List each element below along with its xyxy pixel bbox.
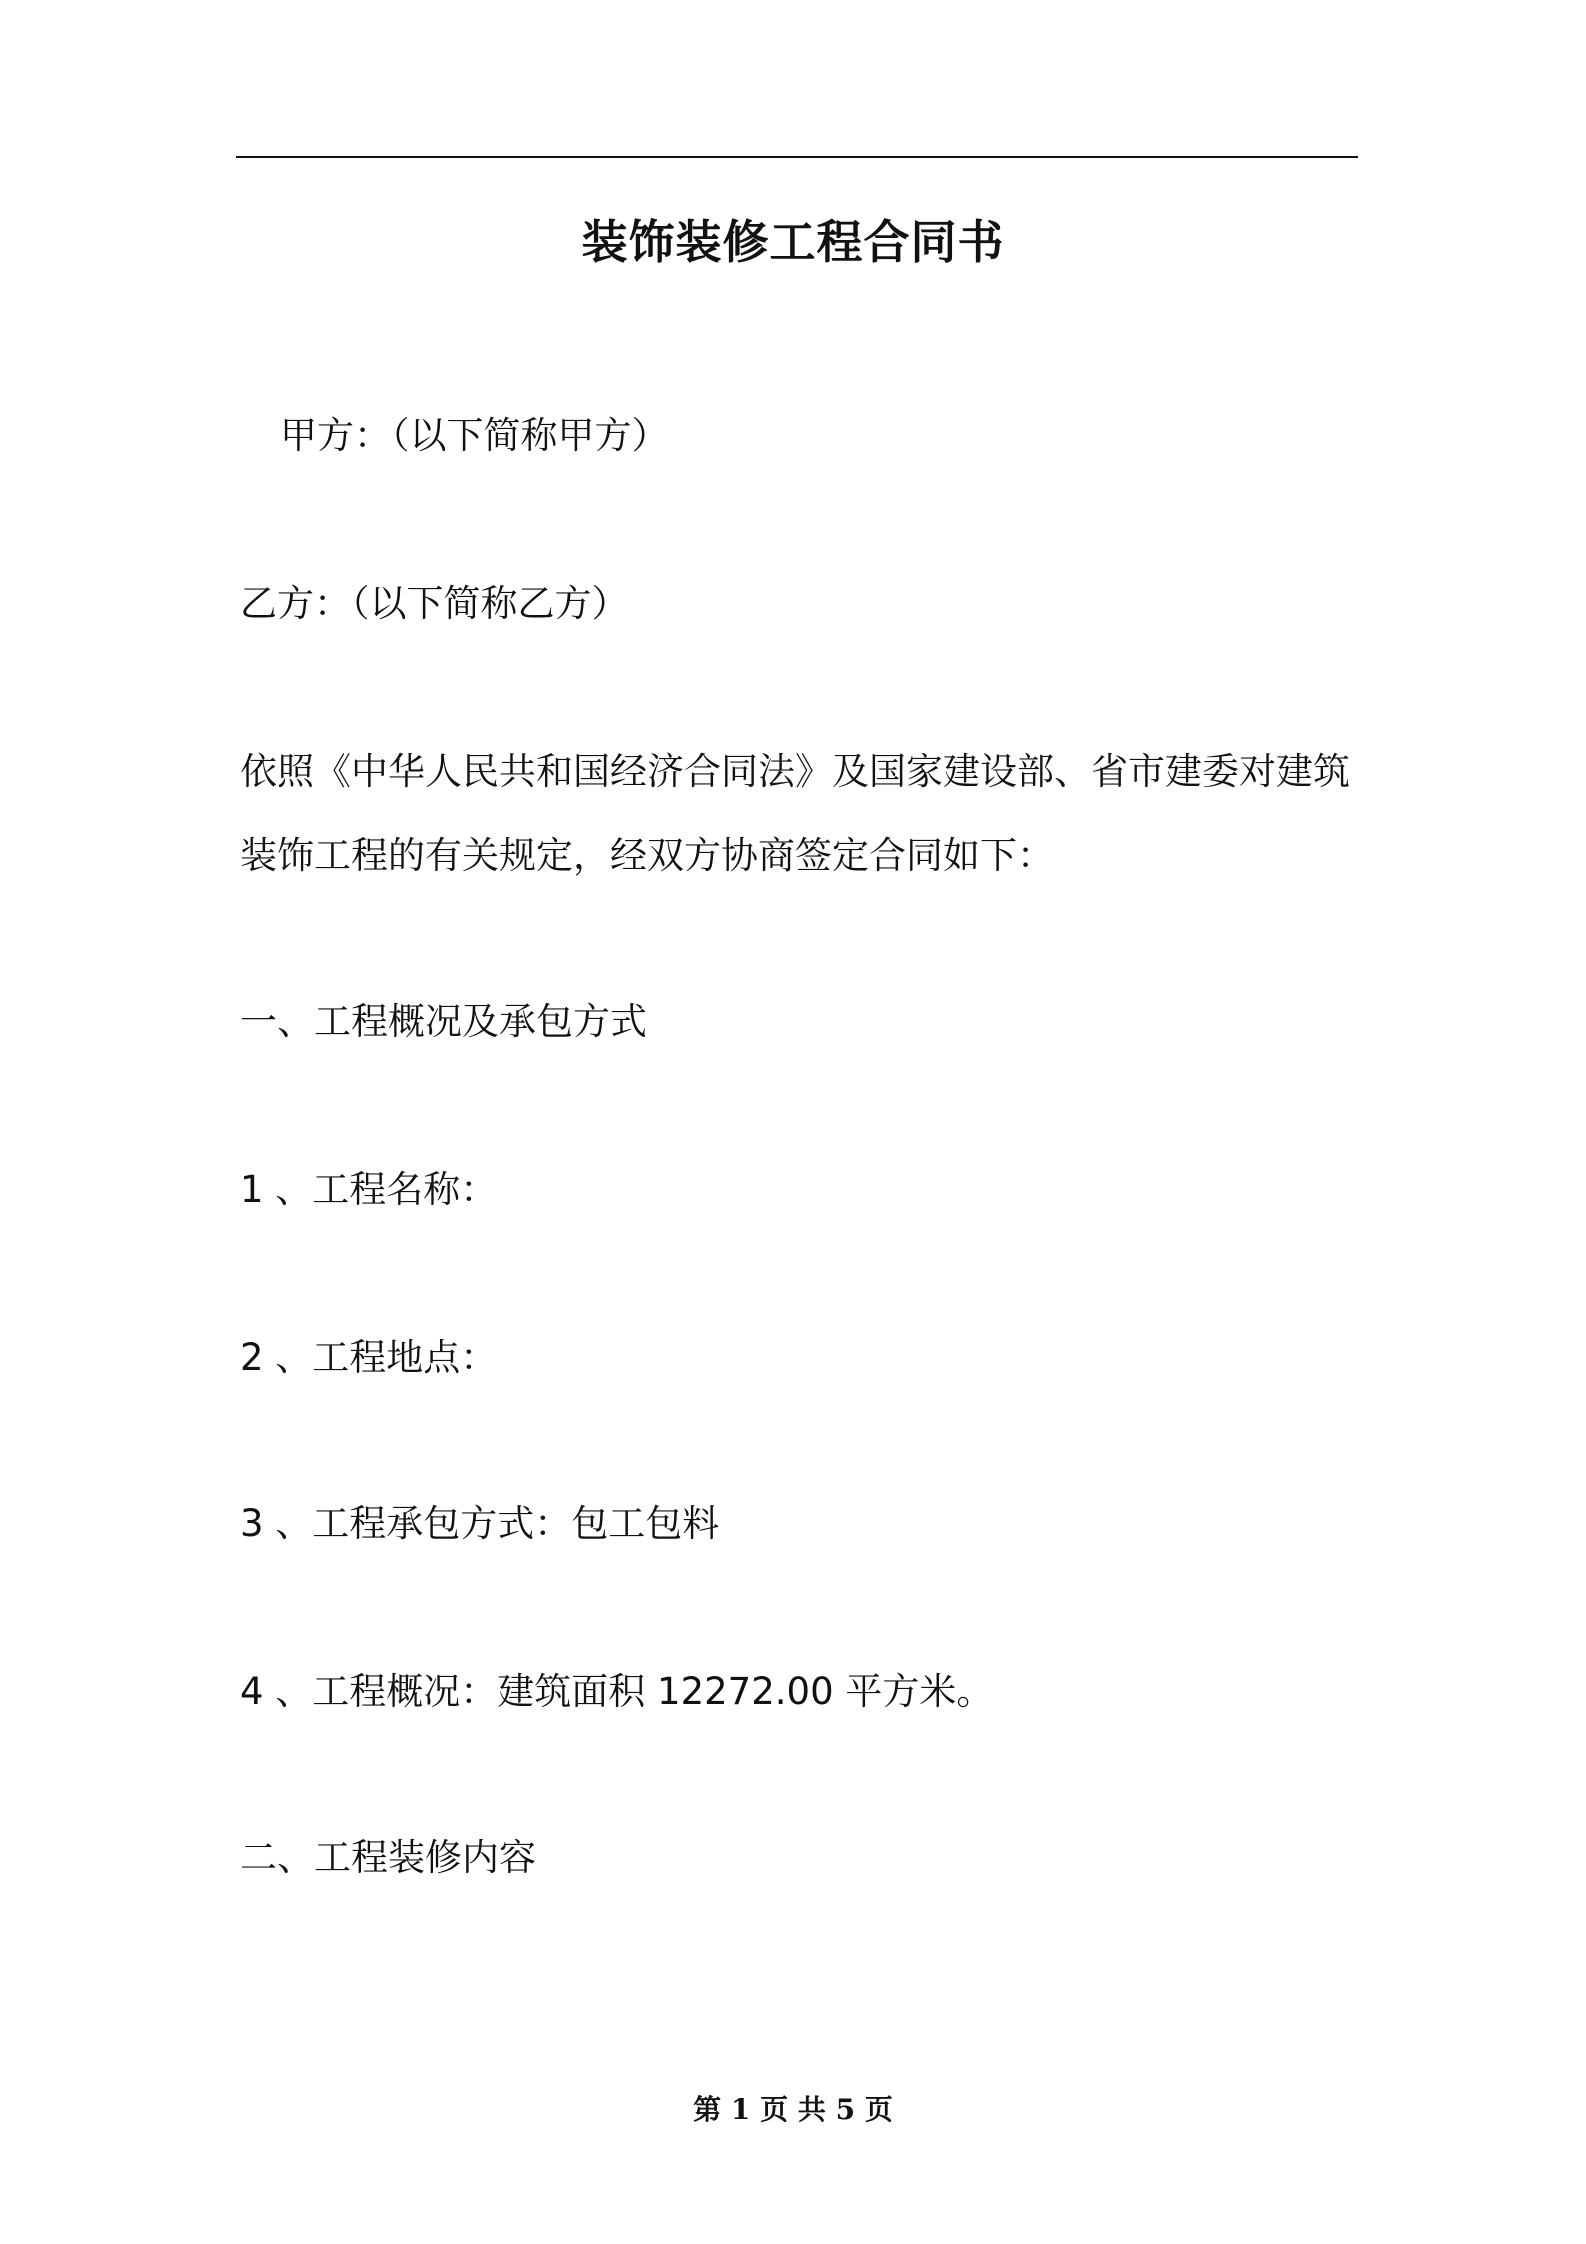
header-rule	[236, 156, 1358, 158]
item-3-contract-method: 3 、工程承包方式：包工包料	[240, 1502, 720, 1545]
party-a-line: 甲方：（以下简称甲方）	[280, 414, 669, 457]
item-2-project-location: 2 、工程地点：	[240, 1336, 498, 1379]
document-title: 装饰装修工程合同书	[581, 215, 1005, 269]
preamble-line-1: 依照《中华人民共和国经济合同法》及国家建设部、省市建委对建筑	[240, 750, 1350, 793]
item-4-project-overview: 4 、工程概况：建筑面积 12272.00 平方米。	[240, 1670, 994, 1713]
party-b-line: 乙方：（以下简称乙方）	[240, 582, 629, 625]
page-number-footer: 第 1 页 共 5 页	[693, 2093, 893, 2126]
item-1-project-name: 1 、工程名称：	[240, 1168, 498, 1211]
preamble-line-2: 装饰工程的有关规定，经双方协商签定合同如下：	[240, 834, 1054, 877]
section-1-heading: 一、工程概况及承包方式	[240, 1000, 647, 1043]
section-2-heading: 二、工程装修内容	[240, 1836, 536, 1879]
